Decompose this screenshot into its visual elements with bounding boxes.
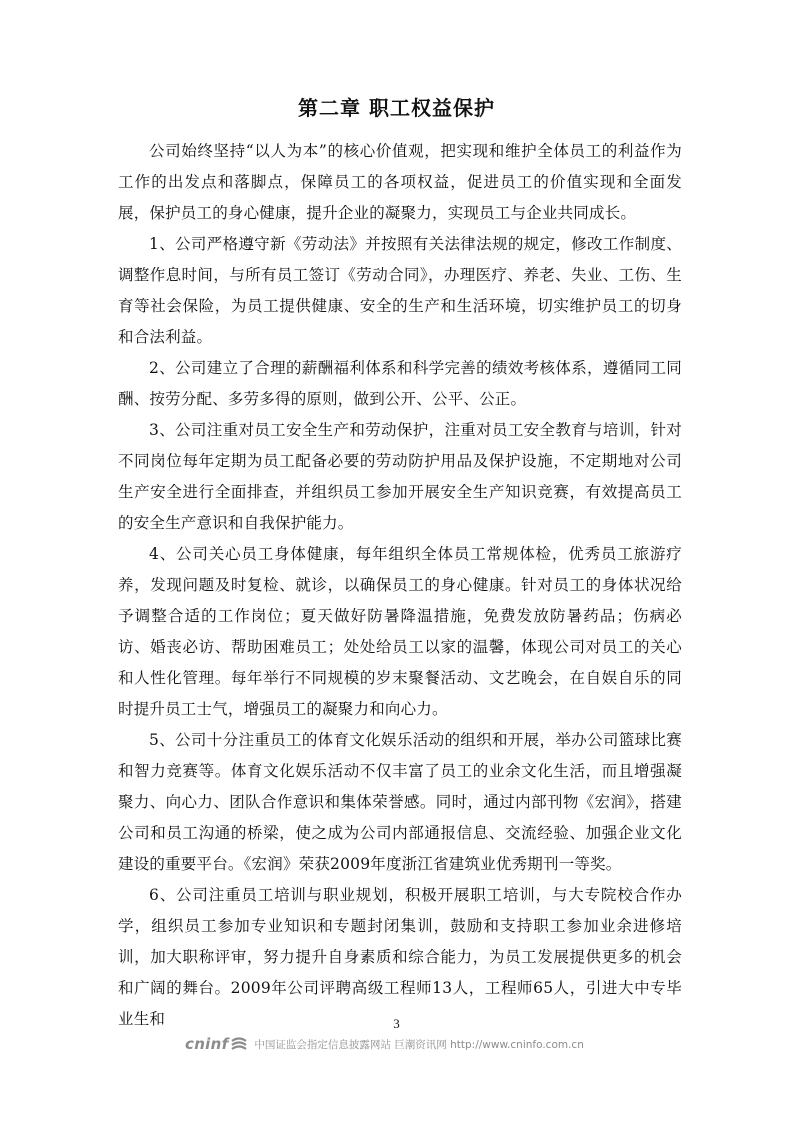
paragraph-4-health: 4、公司关心员工身体健康，每年组织全体员工常规体检，优秀员工旅游疗养，发现问题及时复检、就诊，以确保员工的身心健康。针对员工的身体状况给予调整合适的工作岗位；夏天做好防暑降温措施，免费发放防暑药品；伤病必访、婚丧必访、帮助困难员工；处处给员工以家的温馨，体现公司对员工的关心和人性化管理。每年举行不同规模的岁末聚餐活动、文艺晚会，在自娱自乐的同时提升员工士气，增强员工的凝聚力和向心力。 <box>118 545 682 718</box>
paragraph-6-training: 6、公司注重员工培训与职业规划，积极开展职工培训，与大专院校合作办学，组织员工参加专业知识和专题封闭集训，鼓励和支持职工参加业余进修培训，加大职称评审，努力提升自身素质和综合能力，为员工发展提供更多的机会和广阔的舞台。2009年公司评聘高级工程师13人，工程师65人，引进大中专毕业生和 <box>118 886 682 1028</box>
footer <box>185 1034 584 1054</box>
paragraph-intro: 公司始终坚持“以人为本”的核心价值观，把实现和维护全体员工的利益作为工作的出发点和落脚点，保障员工的各项权益，促进员工的价值实现和全面发展，保护员工的身心健康，提升企业的凝聚力，实现员工与企业共同成长。 <box>118 142 682 222</box>
document-body <box>118 136 682 1035</box>
footer-logo <box>185 1035 248 1053</box>
chapter-title: 第二章 职工权益保护 <box>298 96 495 120</box>
paragraph-1-labor-law: 1、公司严格遵守新《劳动法》并按照有关法律法规的规定，修改工作制度、调整作息时间，与所有员工签订《劳动合同》，办理医疗、养老、失业、工伤、生育等社会保险，为员工提供健康、安全的生产和生活环境，切实维护员工的切身和合法利益。 <box>118 235 682 346</box>
paragraph-5-culture: 5、公司十分注重员工的体育文化娱乐活动的组织和开展，举办公司篮球比赛和智力竞赛等。体育文化娱乐活动不仅丰富了员工的业余文化生活，而且增强凝聚力、向心力、团队合作意识和集体荣誉感。同时，通过内部刊物《宏润》，搭建公司和员工沟通的桥梁，使之成为公司内部通报信息、交流经验、加强企业文化建设的重要平台。《宏润》荣获2009年度浙江省建筑业优秀期刊一等奖。 <box>118 731 682 873</box>
footer-text: 中国证监会指定信息披露网站 巨潮资讯网 http://www.cninfo.com.cn <box>254 1038 584 1051</box>
page-number: 3 <box>393 1016 400 1031</box>
paragraph-2-compensation: 2、公司建立了合理的薪酬福利体系和科学完善的绩效考核体系，遵循同工同酬、按劳分配、多劳多得的原则，做到公开、公平、公正。 <box>118 359 682 408</box>
paragraph-3-safety: 3、公司注重对员工安全生产和劳动保护，注重对员工安全教育与培训，针对不同岗位每年定期为员工配备必要的劳动防护用品及保护设施，不定期地对公司生产安全进行全面排查，并组织员工参加开展安全生产知识竞赛，有效提高员工的安全生产意识和自我保护能力。 <box>118 421 682 532</box>
cninfo-logo-icon <box>230 1037 248 1051</box>
logo-text: cninf <box>185 1035 229 1053</box>
